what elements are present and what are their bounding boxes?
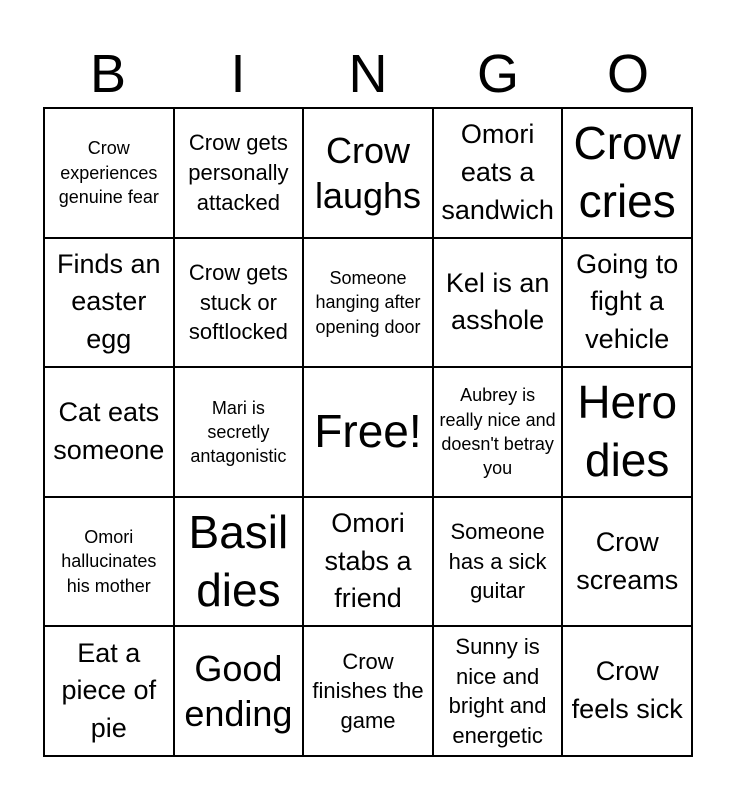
cell-text: Crow laughs — [314, 129, 422, 216]
cell-text: Crow gets stuck or softlocked — [188, 259, 288, 345]
cell-text: Omori stabs a friend — [324, 507, 412, 614]
cell-text: Crow feels sick — [571, 656, 683, 725]
free-space[interactable] — [303, 367, 433, 497]
cell-text: Someone hanging after opening door — [315, 267, 421, 337]
bingo-cell[interactable] — [303, 626, 433, 756]
cell-text: Mari is secretly antagonistic — [190, 397, 287, 467]
cell-text: Good ending — [184, 648, 293, 735]
bingo-cell[interactable] — [174, 238, 304, 368]
cell-text: Going to fight a vehicle — [576, 248, 679, 355]
header-letter-o: O — [606, 44, 649, 104]
bingo-cell[interactable] — [174, 497, 304, 627]
bingo-cell[interactable] — [433, 626, 563, 756]
header-letter-n: N — [348, 44, 388, 104]
cell-text: Cat eats someone — [53, 397, 165, 465]
cell-text: Kel is an asshole — [445, 267, 550, 336]
bingo-cell[interactable] — [44, 108, 174, 238]
bingo-cell[interactable] — [44, 238, 174, 368]
bingo-cell[interactable] — [303, 497, 433, 627]
bingo-cell[interactable] — [433, 497, 563, 627]
bingo-cell[interactable] — [433, 108, 563, 238]
bingo-cell[interactable] — [562, 497, 692, 627]
cell-text: Crow experiences genuine fear — [58, 138, 159, 207]
bingo-header — [43, 40, 693, 108]
bingo-cell[interactable] — [303, 108, 433, 238]
bingo-cell[interactable] — [562, 108, 692, 238]
bingo-board — [43, 107, 693, 757]
bingo-cell[interactable] — [433, 238, 563, 368]
bingo-cell[interactable] — [174, 626, 304, 756]
header-letter-b: B — [89, 44, 127, 104]
bingo-cell[interactable] — [562, 238, 692, 368]
cell-text: Finds an easter egg — [57, 248, 161, 355]
cell-text: Omori eats a sandwich — [441, 119, 554, 225]
bingo-cell[interactable] — [562, 367, 692, 497]
cell-text: Free! — [314, 405, 422, 458]
cell-text: Basil dies — [188, 506, 289, 616]
cell-text: Someone has a sick guitar — [448, 519, 547, 604]
bingo-cell[interactable] — [303, 238, 433, 368]
cell-text: Eat a piece of pie — [61, 637, 157, 744]
cell-text: Crow cries — [573, 117, 681, 227]
cell-text: Sunny is nice and bright and energetic — [448, 633, 547, 748]
cell-text: Crow gets personally attacked — [188, 130, 289, 215]
bingo-cell[interactable] — [433, 367, 563, 497]
cell-text: Crow screams — [576, 526, 679, 595]
cell-text: Crow finishes the game — [312, 648, 424, 734]
bingo-cell[interactable] — [562, 626, 692, 756]
bingo-cell[interactable] — [44, 497, 174, 627]
bingo-cell[interactable] — [174, 367, 304, 497]
cell-text: Omori hallucinates his mother — [61, 527, 157, 596]
bingo-cell[interactable] — [44, 367, 174, 497]
bingo-cell[interactable] — [44, 626, 174, 756]
cell-text: Hero dies — [577, 376, 678, 486]
header-letter-g: G — [476, 44, 519, 104]
cell-text: Aubrey is really nice and doesn't betray you — [439, 385, 556, 479]
bingo-cell[interactable] — [174, 108, 304, 238]
header-letter-i: I — [230, 44, 246, 104]
